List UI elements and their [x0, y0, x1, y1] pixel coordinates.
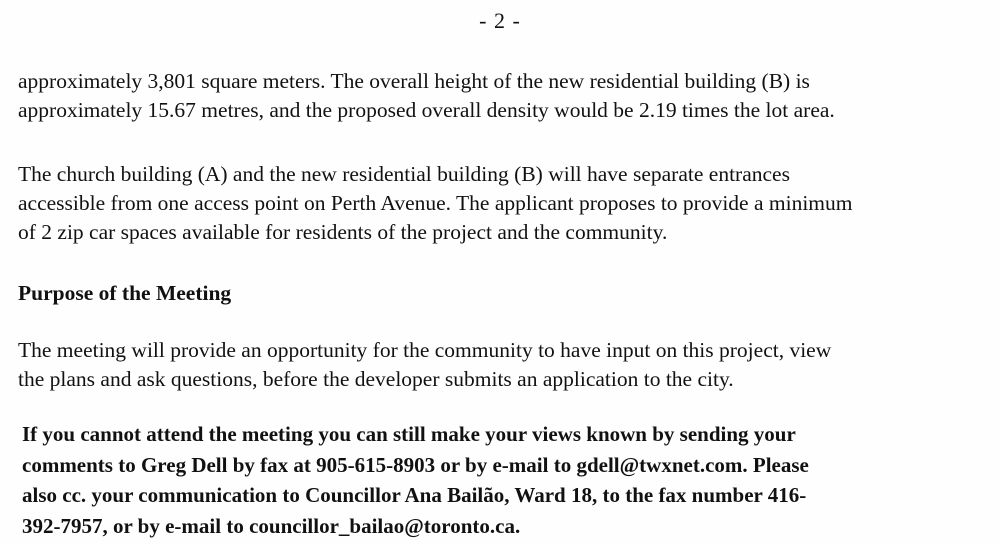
paragraph-line: The church building (A) and the new residential building (B) will have separate entrances — [18, 162, 790, 186]
paragraph-line: 392-7957, or by e-mail to councillor_bailao@toronto.ca. — [22, 513, 521, 538]
paragraph-line: the plans and ask questions, before the developer submits an application to the city. — [18, 367, 734, 391]
paragraph-line: comments to Greg Dell by fax at 905-615-8903 or by e-mail to gdell@twxnet.com. Please — [22, 452, 809, 477]
paragraph-entrances — [18, 160, 853, 247]
paragraph-line: The meeting will provide an opportunity for the community to have input on this project, view — [18, 338, 832, 362]
paragraph-density — [18, 67, 835, 125]
section-heading: Purpose of the Meeting — [18, 281, 232, 305]
paragraph-line: If you cannot attend the meeting you can still make your views known by sending your — [22, 422, 796, 446]
page-number: - 2 - — [479, 8, 521, 33]
paragraph-purpose — [18, 336, 831, 394]
paragraph-line: of 2 zip car spaces available for residents of the project and the community. — [18, 220, 668, 244]
paragraph-line: accessible from one access point on Perth Avenue. The applicant proposes to provide a minimum — [18, 191, 853, 215]
paragraph-line: approximately 3,801 square meters. The overall height of the new residential building (B) is — [18, 69, 810, 93]
paragraph-line: also cc. your communication to Councillor Ana Bailão, Ward 18, to the fax number 416- — [22, 483, 807, 507]
paragraph-contact — [22, 419, 809, 541]
paragraph-line: approximately 15.67 metres, and the proposed overall density would be 2.19 times the lot area. — [18, 98, 835, 122]
